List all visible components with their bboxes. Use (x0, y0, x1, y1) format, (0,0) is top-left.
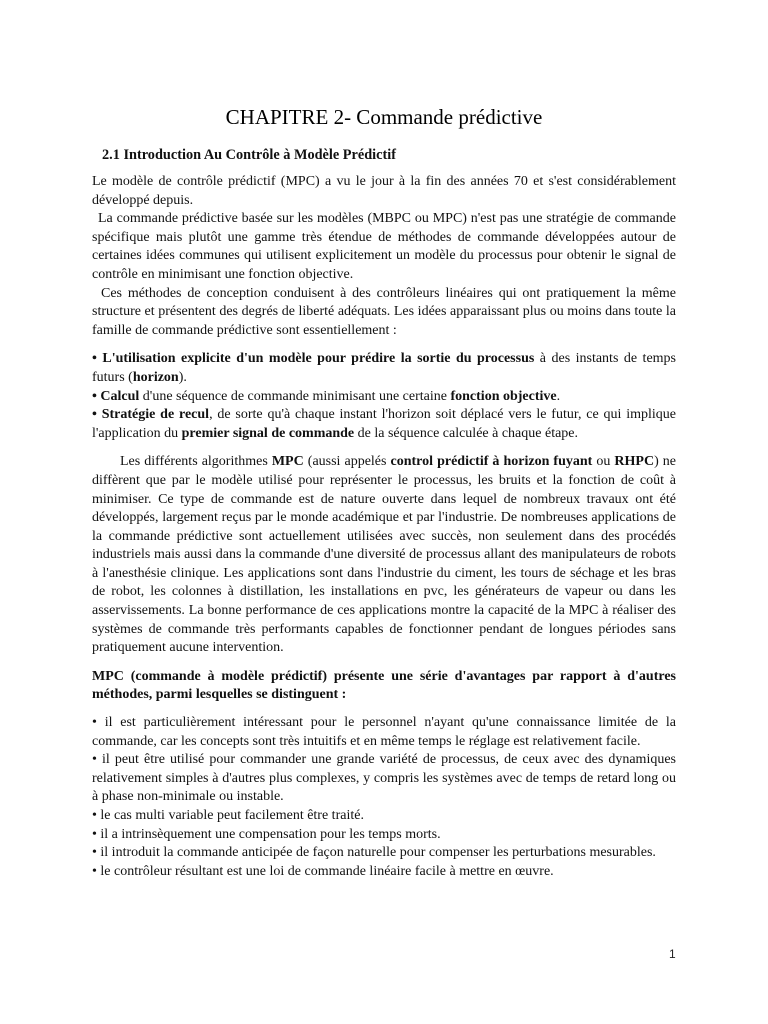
list-item-bold: • Stratégie de recul (92, 407, 210, 423)
paragraph-text: (aussi appelés (303, 454, 391, 470)
list-item (92, 406, 676, 443)
list-item-text: à des instants de temps futurs ( (92, 351, 676, 385)
paragraph-bold: MPC (271, 454, 304, 470)
document-page (92, 104, 676, 881)
list-item-bold: premier signal de commande (181, 425, 355, 441)
list-item-text: , de sorte qu'à chaque instant l'horizon soit déplacé vers le futur, ce qui implique l'application du (92, 407, 677, 441)
list-item-bold: fonction objective (450, 388, 557, 404)
list-item (92, 388, 676, 407)
paragraph-intro: Le modèle de contrôle prédictif (MPC) a vu le jour à la fin des années 70 et s'est considérablement développé depuis. (92, 174, 676, 208)
list-item-text: ). (178, 369, 187, 385)
list-item-text: d'une séquence de commande minimisant une certaine (139, 388, 451, 404)
principles-list (92, 350, 676, 443)
paragraph-algorithms (92, 453, 676, 658)
list-item (92, 350, 676, 387)
list-item-text: . (556, 388, 561, 404)
paragraph-methods: Ces méthodes de conception conduisent à des contrôleurs linéaires qui ont pratiquement la même structure et présentent des degrés de liberté adéquats. Les idées apparaissant plus ou moins dans toute la famille de commande prédictive sont essentiellement : (92, 285, 676, 338)
paragraph-text: ou (592, 454, 615, 470)
paragraph-text: Les différents algorithmes (120, 454, 272, 470)
list-item: • il peut être utilisé pour commander une grande variété de processus, de ceux avec des dynamiques relativement simples à d'autres plus complexes, y compris les systèmes avec de temps de retard long ou à phase non-minimale ou instable. (92, 752, 676, 805)
paragraph-bold: RHPC (614, 454, 655, 470)
list-item: • il a intrinsèquement une compensation pour les temps morts. (92, 826, 441, 842)
list-item: • le cas multi variable peut facilement être traité. (92, 808, 364, 823)
section-heading: 2.1 Introduction Au Contrôle à Modèle Prédictif (102, 147, 396, 163)
chapter-title: CHAPITRE 2- Commande prédictive (225, 105, 543, 129)
advantages-heading: MPC (commande à modèle prédictif) présente une série d'avantages par rapport à d'autres méthodes, parmi lesquelles se distinguent : (92, 668, 676, 703)
list-item: • il est particulièrement intéressant pour le personnel n'ayant qu'une connaissance limitée de la commande, car les concepts sont très intuitifs et en même temps le réglage est relativement facile. (92, 715, 676, 749)
list-item-bold: • Calcul (92, 388, 140, 404)
list-item: • le contrôleur résultant est une loi de commande linéaire facile à mettre en œuvre. (92, 863, 554, 879)
page-number: 1 (669, 947, 676, 961)
list-item: • il introduit la commande anticipée de façon naturelle pour compenser les perturbations mesurables. (92, 845, 656, 861)
paragraph-bold: control prédictif à horizon fuyant (390, 454, 593, 470)
list-item-bold: horizon (132, 369, 179, 385)
advantages-list (92, 714, 676, 881)
list-item-text: de la séquence calculée à chaque étape. (354, 425, 579, 441)
paragraph-mbpc: La commande prédictive basée sur les modèles (MBPC ou MPC) n'est pas une stratégie de commande spécifique mais plutôt une gamme très étendue de méthodes de commande développées autour de certaines idées communes qui utilisent explicitement un modèle du processus pour obtenir le signal de contrôle en minimisant une fonction objective. (92, 211, 676, 282)
list-item-bold: • L'utilisation explicite d'un modèle pour prédire la sortie du processus (92, 351, 535, 367)
paragraph-text: ) ne diffèrent que par le modèle utilisé pour représenter le processus, les bruits et la fonction de coût à minimiser. Ce type de commande est de nature ouverte dans lequel de nombreux travaux ont été développés, largement reçus par le monde académique et par l'industrie. De nombreuses applications de la commande prédictive sont actuellement utilisées avec succès, non seulement dans des procédés industriels mais aussi dans la commande d'une diversité de processus allant des manipulateurs de robots à l'anesthésie clinique. Les applications sont dans l'industrie du ciment, les tours de séchage et les bras de robot, les colonnes à distillation, les installations en pvc, les générateurs de vapeur ou dans les asservissements. La bonne performance de ces applications montre la capacité de la MPC à réaliser des systèmes de commande très performants capables de fonctionner pendant de longues périodes sans pratiquement aucune intervention. (92, 454, 676, 656)
